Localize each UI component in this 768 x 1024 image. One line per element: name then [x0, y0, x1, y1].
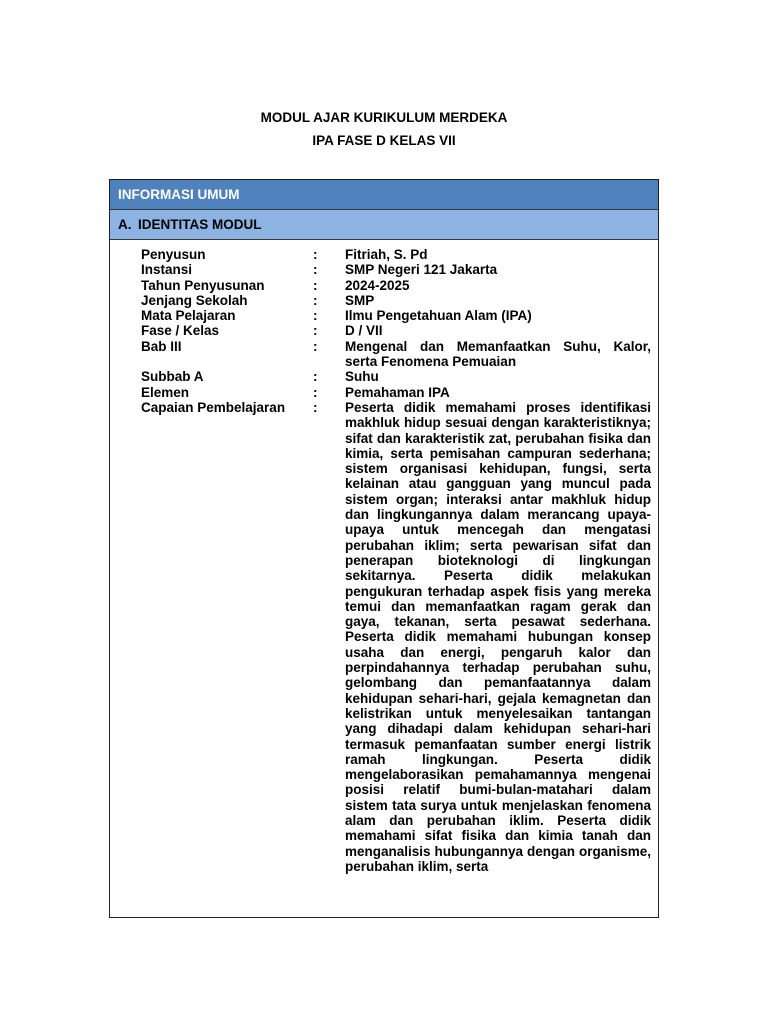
row-colon: : [313, 384, 318, 400]
row-value: SMP [345, 292, 375, 308]
row-label: Subbab A [141, 369, 204, 385]
row-colon: : [313, 338, 318, 354]
module-info-table [109, 179, 659, 918]
row-value: Suhu [345, 369, 379, 385]
document-title: MODUL AJAR KURIKULUM MERDEKA [260, 110, 508, 125]
row-label: Fase / Kelas [141, 323, 220, 339]
row-label: Penyusun [141, 247, 206, 262]
row-subbab [110, 369, 658, 384]
section-header-informasi-umum: INFORMASI UMUM [110, 180, 658, 210]
row-value: Mengenal dan Memanfaatkan Suhu, Kalor, serta Fenomena Pemuaian [345, 338, 651, 370]
subsection-title: IDENTITAS MODUL [138, 217, 262, 232]
row-colon: : [313, 323, 318, 339]
row-value: Fitriah, S. Pd [345, 247, 428, 262]
row-colon: : [313, 399, 318, 415]
row-label: Capaian Pembelajaran [141, 399, 286, 415]
row-colon: : [313, 262, 318, 278]
row-value: 2024-2025 [345, 277, 410, 293]
row-elemen [110, 385, 658, 400]
row-mata-pelajaran [110, 308, 658, 323]
row-penyusun [110, 247, 658, 262]
row-value: SMP Negeri 121 Jakarta [345, 262, 498, 278]
row-colon: : [313, 369, 318, 385]
subsection-header-identitas-modul [110, 210, 658, 240]
row-value: Peserta didik memahami proses identifikasi makhluk hidup sesuai dengan karakteristiknya; sifat dan karakteristik zat, perubahan fisika dan kimia, serta pemisahan campuran sederhana; sistem organisasi kehidupan, fungsi, serta kelainan atau gangguan yang muncul pada sistem organ; interaksi antar makhluk hidup dan lingkungannya dalam merancang upaya-upaya untuk mencegah dan mengatasi perubahan iklim; serta pewarisan sifat dan penerapan bioteknologi di lingkungan sekitarnya. Peserta didik melakukan pengukuran terhadap aspek fisis yang mereka temui dan memanfaatkan ragam gerak dan gaya, tekanan, serta pesawat sederhana. Peserta didik memahami hubungan konsep usaha dan energi, pengaruh kalor dan perpindahannya terhadap perubahan suhu, gelombang dan pemanfaatannya dalam kehidupan sehari-hari, gejala kemagnetan dan kelistrikan untuk menyelesaikan tantangan yang dihadapi dalam kehidupan sehari-hari termasuk pemanfaatan sumber energi listrik ramah lingkungan. Peserta didik mengelaborasikan pemahamannya mengenai posisi relatif bumi-bulan-matahari dalam sistem tata surya untuk menjelaskan fenomena alam dan perubahan iklim. Peserta didik memahami sifat fisika dan kimia tanah dan menganalisis hubungannya dengan organisme, perubahan iklim, serta [345, 399, 651, 874]
row-capaian-pembelajaran [110, 400, 658, 874]
row-jenjang-sekolah [110, 293, 658, 308]
row-label: Mata Pelajaran [141, 308, 236, 324]
row-label: Tahun Penyusunan [141, 277, 265, 293]
subsection-number: A. [118, 217, 132, 232]
row-colon: : [313, 292, 318, 308]
identity-rows [110, 247, 658, 874]
row-bab [110, 339, 658, 370]
row-label: Instansi [141, 262, 193, 278]
row-value: Ilmu Pengetahuan Alam (IPA) [345, 308, 532, 324]
row-label: Elemen [141, 384, 190, 400]
row-fase-kelas [110, 323, 658, 338]
document-subtitle: IPA FASE D KELAS VII [312, 133, 456, 148]
row-label: Jenjang Sekolah [141, 292, 248, 308]
row-value: Pemahaman IPA [345, 384, 450, 400]
row-instansi [110, 262, 658, 277]
row-tahun-penyusunan [110, 278, 658, 293]
row-label: Bab III [141, 338, 182, 354]
row-value: D / VII [345, 323, 383, 339]
row-colon: : [313, 247, 318, 262]
row-colon: : [313, 308, 318, 324]
row-colon: : [313, 277, 318, 293]
